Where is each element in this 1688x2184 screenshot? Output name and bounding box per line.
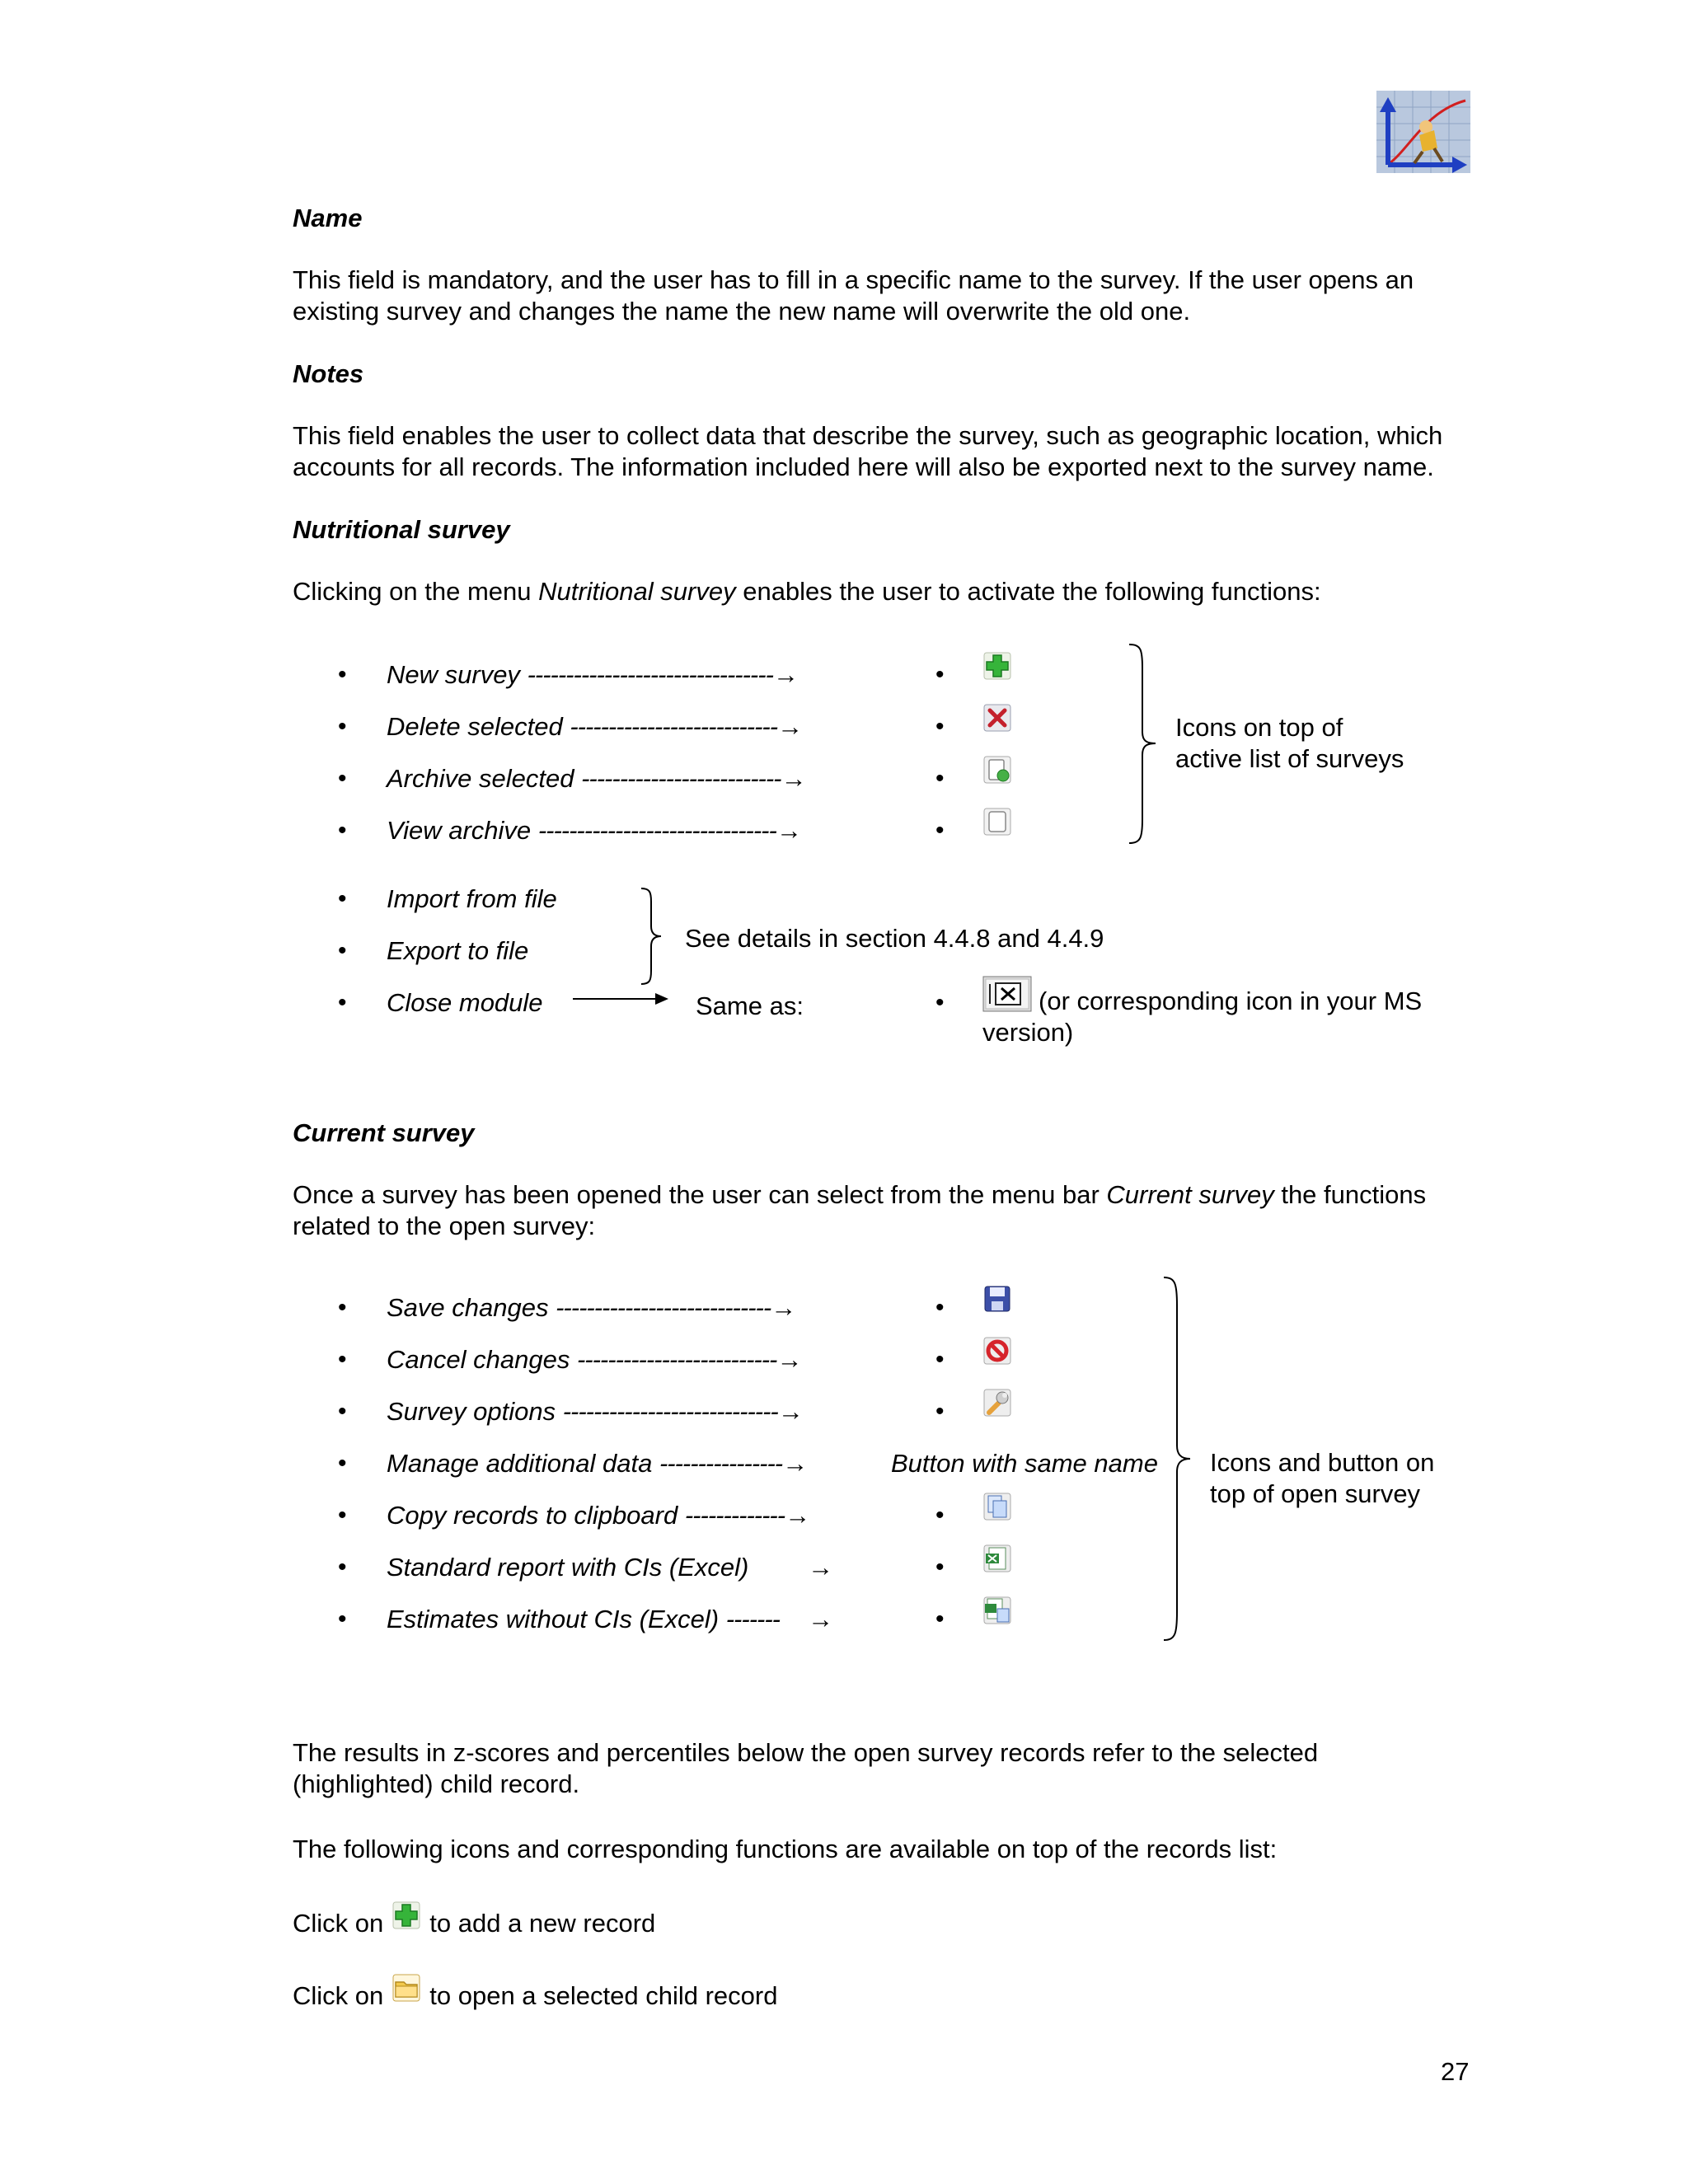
- close-note-line1: (or corresponding icon in your MS: [1039, 987, 1423, 1015]
- intro-text: Clicking on the menu: [293, 577, 539, 606]
- group-note-list-surveys: [1175, 712, 1404, 775]
- copy-icon: [982, 1492, 1012, 1521]
- arrow-icon: →: [777, 712, 804, 741]
- item-label: Estimates without CIs (Excel): [387, 1605, 720, 1633]
- arrow-icon: →: [808, 1553, 833, 1582]
- bullet: •: [338, 1502, 347, 1529]
- list-item: [387, 1500, 810, 1531]
- close-arrow: [571, 989, 670, 1009]
- list-item: [387, 763, 806, 794]
- note-line: Icons and button on: [1210, 1448, 1435, 1477]
- leader-dashes: ----------------: [659, 1449, 783, 1478]
- details-note: See details in section 4.4.8 and 4.4.9: [685, 924, 1104, 953]
- bullet: •: [338, 1450, 347, 1477]
- close-note-line2: version): [982, 1018, 1074, 1047]
- bullet: •: [935, 765, 945, 792]
- list-item: [387, 659, 799, 691]
- right-brace: [1162, 1276, 1195, 1642]
- bullet: •: [338, 989, 347, 1016]
- heading-current-survey: Current survey: [293, 1118, 475, 1147]
- list-item: [387, 711, 803, 743]
- bullet: •: [935, 1605, 945, 1633]
- arrow-icon: →: [781, 764, 807, 793]
- leader-dashes: -------------: [684, 1501, 785, 1530]
- click-add-line: [293, 1908, 655, 1939]
- click-on-text: Click on: [293, 1909, 384, 1938]
- list-item: [387, 1344, 802, 1376]
- arrow-icon: →: [776, 1345, 803, 1374]
- page-number: 27: [1441, 2057, 1470, 2086]
- small-brace: [640, 887, 664, 986]
- intro-emphasis: Current survey: [1106, 1180, 1274, 1209]
- right-brace: [1128, 643, 1160, 845]
- folder-icon: [392, 1973, 421, 2003]
- item-label: Standard report with CIs (Excel): [387, 1553, 749, 1582]
- paragraph-notes: This field enables the user to collect data that describe the survey, such as geographic location, which accounts for all records. The information included here will also be exported next to the survey name.: [293, 421, 1443, 481]
- bullet: •: [935, 1398, 945, 1425]
- button-same-name-note: Button with same name: [891, 1449, 1158, 1478]
- heading-name: Name: [293, 204, 363, 232]
- item-label: Delete selected: [387, 712, 563, 741]
- leader-dashes: ----------------------------: [562, 1397, 778, 1426]
- paragraph-results: The results in z-scores and percentiles below the open survey records refer to the selected (highlighted) child record.: [293, 1738, 1319, 1798]
- arrow-icon: →: [808, 1605, 833, 1633]
- excel-estimates-icon: [982, 1596, 1012, 1625]
- bullet: •: [338, 765, 347, 792]
- leader-dashes: -------: [725, 1605, 780, 1633]
- leader-dashes: ----------------------------: [556, 1293, 771, 1322]
- arrow-icon: →: [772, 660, 799, 689]
- heading-nutritional-survey: Nutritional survey: [293, 515, 510, 544]
- add-record-icon: [392, 1900, 421, 1930]
- close-window-icon: [982, 976, 1032, 1012]
- item-label: View archive: [387, 816, 532, 845]
- bullet: •: [338, 937, 347, 964]
- list-item: [387, 1396, 804, 1427]
- leader-dashes: --------------------------------: [527, 660, 773, 689]
- bullet: •: [935, 1346, 945, 1373]
- bullet: •: [935, 1554, 945, 1581]
- list-item: [387, 1552, 748, 1583]
- bullet: •: [935, 989, 945, 1016]
- heading-notes: Notes: [293, 359, 364, 388]
- bullet: •: [338, 1554, 347, 1581]
- list-item: [387, 815, 802, 846]
- click-on-text: Click on: [293, 1981, 384, 2010]
- list-item: [387, 1604, 780, 1635]
- click-open-line: [293, 1980, 777, 2012]
- bullet: •: [935, 661, 945, 688]
- same-as-label: Same as:: [696, 991, 804, 1020]
- item-label: Save changes: [387, 1293, 549, 1322]
- bullet: •: [338, 817, 347, 844]
- add-icon: [982, 651, 1012, 681]
- intro-text: the functions related to the open survey:: [293, 1180, 1427, 1240]
- paragraph-nutritional-intro: [293, 576, 1321, 607]
- intro-text: Once a survey has been opened the user can select from the menu bar: [293, 1180, 1107, 1209]
- excel-report-icon: [982, 1544, 1012, 1573]
- arrow-icon: →: [782, 1449, 809, 1478]
- bullet: •: [935, 1294, 945, 1321]
- item-label: Cancel changes: [387, 1345, 570, 1374]
- arrow-icon: →: [771, 1293, 797, 1322]
- arrow-icon: →: [785, 1501, 811, 1530]
- list-item: [387, 1448, 808, 1479]
- leader-dashes: -------------------------------: [537, 816, 776, 845]
- bullet: •: [338, 885, 347, 912]
- save-icon: [982, 1284, 1012, 1314]
- bullet: •: [338, 1346, 347, 1373]
- item-label: Copy records to clipboard: [387, 1501, 678, 1530]
- bullet: •: [338, 1605, 347, 1633]
- intro-emphasis: Nutritional survey: [538, 577, 736, 606]
- item-label: Manage additional data: [387, 1449, 653, 1478]
- bullet: •: [935, 817, 945, 844]
- paragraph-records-icons: The following icons and corresponding functions are available on top of the records list:: [293, 1835, 1278, 1863]
- leader-dashes: ---------------------------: [570, 712, 778, 741]
- arrow-icon: →: [777, 1397, 804, 1426]
- view-archive-icon: [982, 807, 1012, 837]
- delete-icon: [982, 703, 1012, 733]
- intro-text: enables the user to activate the following functions:: [735, 577, 1321, 606]
- bullet: •: [935, 713, 945, 740]
- bullet: •: [338, 713, 347, 740]
- note-line: Icons on top of: [1175, 713, 1343, 742]
- note-line: active list of surveys: [1175, 743, 1404, 773]
- item-label: Survey options: [387, 1397, 556, 1426]
- list-item: [387, 1292, 796, 1324]
- arrow-icon: →: [776, 816, 802, 845]
- list-item: Export to file: [387, 936, 529, 965]
- wrench-icon: [982, 1388, 1012, 1418]
- leader-dashes: --------------------------: [581, 764, 781, 793]
- anthro-logo-icon: [1376, 91, 1470, 173]
- paragraph-name: This field is mandatory, and the user has to fill in a specific name to the survey. If the user opens an existing survey and changes the name the new name will overwrite the old one.: [293, 265, 1414, 326]
- note-line: top of open survey: [1210, 1479, 1421, 1508]
- paragraph-current-intro: [293, 1179, 1463, 1242]
- bullet: •: [338, 1294, 347, 1321]
- item-label: New survey: [387, 660, 520, 689]
- cancel-icon: [982, 1336, 1012, 1366]
- leader-dashes: --------------------------: [576, 1345, 777, 1374]
- bullet: •: [338, 1398, 347, 1425]
- list-item: Import from file: [387, 884, 557, 913]
- add-record-text: to add a new record: [429, 1909, 656, 1938]
- open-record-text: to open a selected child record: [429, 1981, 778, 2010]
- bullet: •: [338, 661, 347, 688]
- archive-icon: [982, 755, 1012, 785]
- list-item: Close module: [387, 988, 543, 1017]
- group-note-open-survey: [1210, 1447, 1434, 1510]
- item-label: Archive selected: [387, 764, 574, 793]
- bullet: •: [935, 1502, 945, 1529]
